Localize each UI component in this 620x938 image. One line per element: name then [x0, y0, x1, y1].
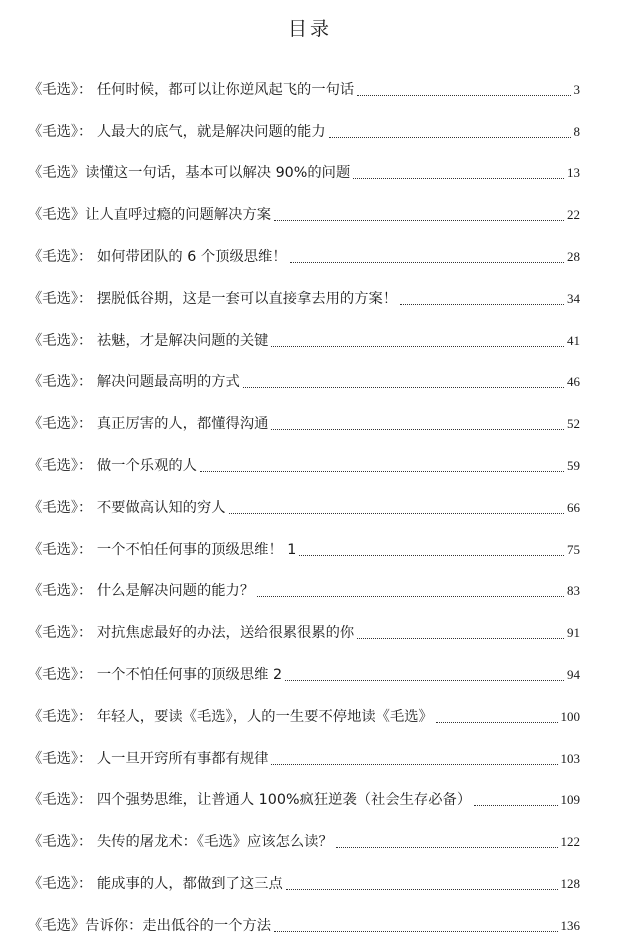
toc-entry-title: 《毛选》告诉你：走出低谷的一个方法: [28, 917, 272, 934]
toc-entry[interactable]: [28, 896, 580, 938]
toc-entry-title: 《毛选》： 对抗焦虑最好的办法，送给很累很累的你: [28, 625, 355, 642]
toc-entry-page-number: 83: [567, 583, 580, 599]
toc-entry-title: 《毛选》： 摆脱低谷期，这是一套可以直接拿去用的方案！: [28, 290, 398, 307]
toc-entry[interactable]: [28, 687, 580, 729]
toc-entry-title: 《毛选》： 一个不怕任何事的顶级思维 2: [28, 666, 283, 683]
dot-leader: [290, 262, 564, 263]
toc-entry[interactable]: [28, 227, 580, 269]
dot-leader: [271, 429, 564, 430]
toc-entry[interactable]: [28, 353, 580, 395]
toc-entry-page-number: 109: [560, 792, 580, 808]
dot-leader: [274, 220, 564, 221]
toc-entry-title: 《毛选》读懂这一句话，基本可以解决 90%的问题: [28, 165, 351, 182]
toc-entry-title: 《毛选》： 能成事的人，都做到了这三点: [28, 875, 283, 892]
toc-entry-title: 《毛选》： 不要做高认知的穷人: [28, 499, 226, 516]
toc-entry-title: 《毛选》： 真正厉害的人，都懂得沟通: [28, 416, 269, 433]
toc-entry[interactable]: [28, 645, 580, 687]
dot-leader: [274, 931, 557, 932]
toc-entry[interactable]: [28, 771, 580, 813]
toc-entry-title: 《毛选》： 做一个乐观的人: [28, 457, 197, 474]
toc-entry-page-number: 66: [567, 499, 580, 515]
dot-leader: [400, 304, 564, 305]
toc-list: [28, 60, 580, 938]
toc-entry[interactable]: [28, 436, 580, 478]
toc-entry-title: 《毛选》： 人最大的底气，就是解决问题的能力: [28, 123, 326, 140]
toc-entry-page-number: 3: [573, 81, 580, 97]
toc-entry-page-number: 100: [560, 708, 580, 724]
toc-entry[interactable]: [28, 729, 580, 771]
toc-entry-title: 《毛选》： 祛魅，才是解决问题的关键: [28, 332, 269, 349]
dot-leader: [353, 178, 564, 179]
toc-entry-page-number: 91: [567, 625, 580, 641]
toc-entry-title: 《毛选》： 四个强势思维，让普通人 100%疯狂逆袭（社会生存必备）: [28, 792, 472, 809]
toc-entry[interactable]: [28, 311, 580, 353]
dot-leader: [229, 513, 564, 514]
dot-leader: [336, 847, 558, 848]
toc-entry-page-number: 34: [567, 290, 580, 306]
toc-entry-page-number: 28: [567, 248, 580, 264]
toc-entry-page-number: 52: [567, 416, 580, 432]
dot-leader: [285, 680, 564, 681]
toc-entry-title: 《毛选》： 人一旦开窍所有事都有规律: [28, 750, 269, 767]
toc-entry[interactable]: [28, 603, 580, 645]
toc-entry-page-number: 59: [567, 457, 580, 473]
dot-leader: [357, 638, 564, 639]
dot-leader: [286, 889, 558, 890]
dot-leader: [271, 764, 557, 765]
toc-entry-title: 《毛选》： 什么是解决问题的能力？: [28, 583, 255, 600]
page-title: 目录: [287, 18, 332, 40]
dot-leader: [257, 596, 564, 597]
toc-entry[interactable]: [28, 520, 580, 562]
toc-entry-title: 《毛选》： 解决问题最高明的方式: [28, 374, 240, 391]
toc-entry-page-number: 136: [560, 917, 580, 933]
toc-entry-page-number: 22: [567, 207, 580, 223]
toc-entry-page-number: 128: [560, 875, 580, 891]
dot-leader: [329, 137, 571, 138]
toc-entry-title: 《毛选》： 任何时候，都可以让你逆风起飞的一句话: [28, 81, 355, 98]
toc-entry-title: 《毛选》： 年轻人，要读《毛选》，人的一生要不停地读《毛选》: [28, 708, 433, 725]
toc-entry[interactable]: [28, 102, 580, 144]
dot-leader: [357, 95, 570, 96]
dot-leader: [474, 805, 557, 806]
toc-entry[interactable]: [28, 854, 580, 896]
toc-entry[interactable]: [28, 269, 580, 311]
toc-entry[interactable]: [28, 185, 580, 227]
toc-entry-title: 《毛选》： 如何带团队的 6 个顶级思维！: [28, 248, 287, 265]
toc-entry-page-number: 8: [573, 123, 580, 139]
toc-entry[interactable]: [28, 478, 580, 520]
toc-entry[interactable]: [28, 812, 580, 854]
toc-entry-page-number: 13: [567, 165, 580, 181]
toc-entry[interactable]: [28, 562, 580, 604]
toc-entry-title: 《毛选》让人直呼过瘾的问题解决方案: [28, 207, 272, 224]
dot-leader: [299, 555, 564, 556]
toc-entry-page-number: 41: [567, 332, 580, 348]
toc-entry-title: 《毛选》： 失传的屠龙术：《毛选》应该怎么读？: [28, 834, 333, 851]
toc-entry-page-number: 75: [567, 541, 580, 557]
toc-entry-page-number: 122: [560, 834, 580, 850]
toc-entry[interactable]: [28, 144, 580, 186]
toc-entry-title: 《毛选》： 一个不怕任何事的顶级思维！ 1: [28, 541, 297, 558]
dot-leader: [243, 387, 564, 388]
dot-leader: [271, 346, 564, 347]
dot-leader: [436, 722, 558, 723]
toc-entry-page-number: 103: [560, 750, 580, 766]
toc-entry[interactable]: [28, 394, 580, 436]
toc-entry[interactable]: [28, 60, 580, 102]
toc-entry-page-number: 46: [567, 374, 580, 390]
toc-entry-page-number: 94: [567, 666, 580, 682]
dot-leader: [200, 471, 564, 472]
